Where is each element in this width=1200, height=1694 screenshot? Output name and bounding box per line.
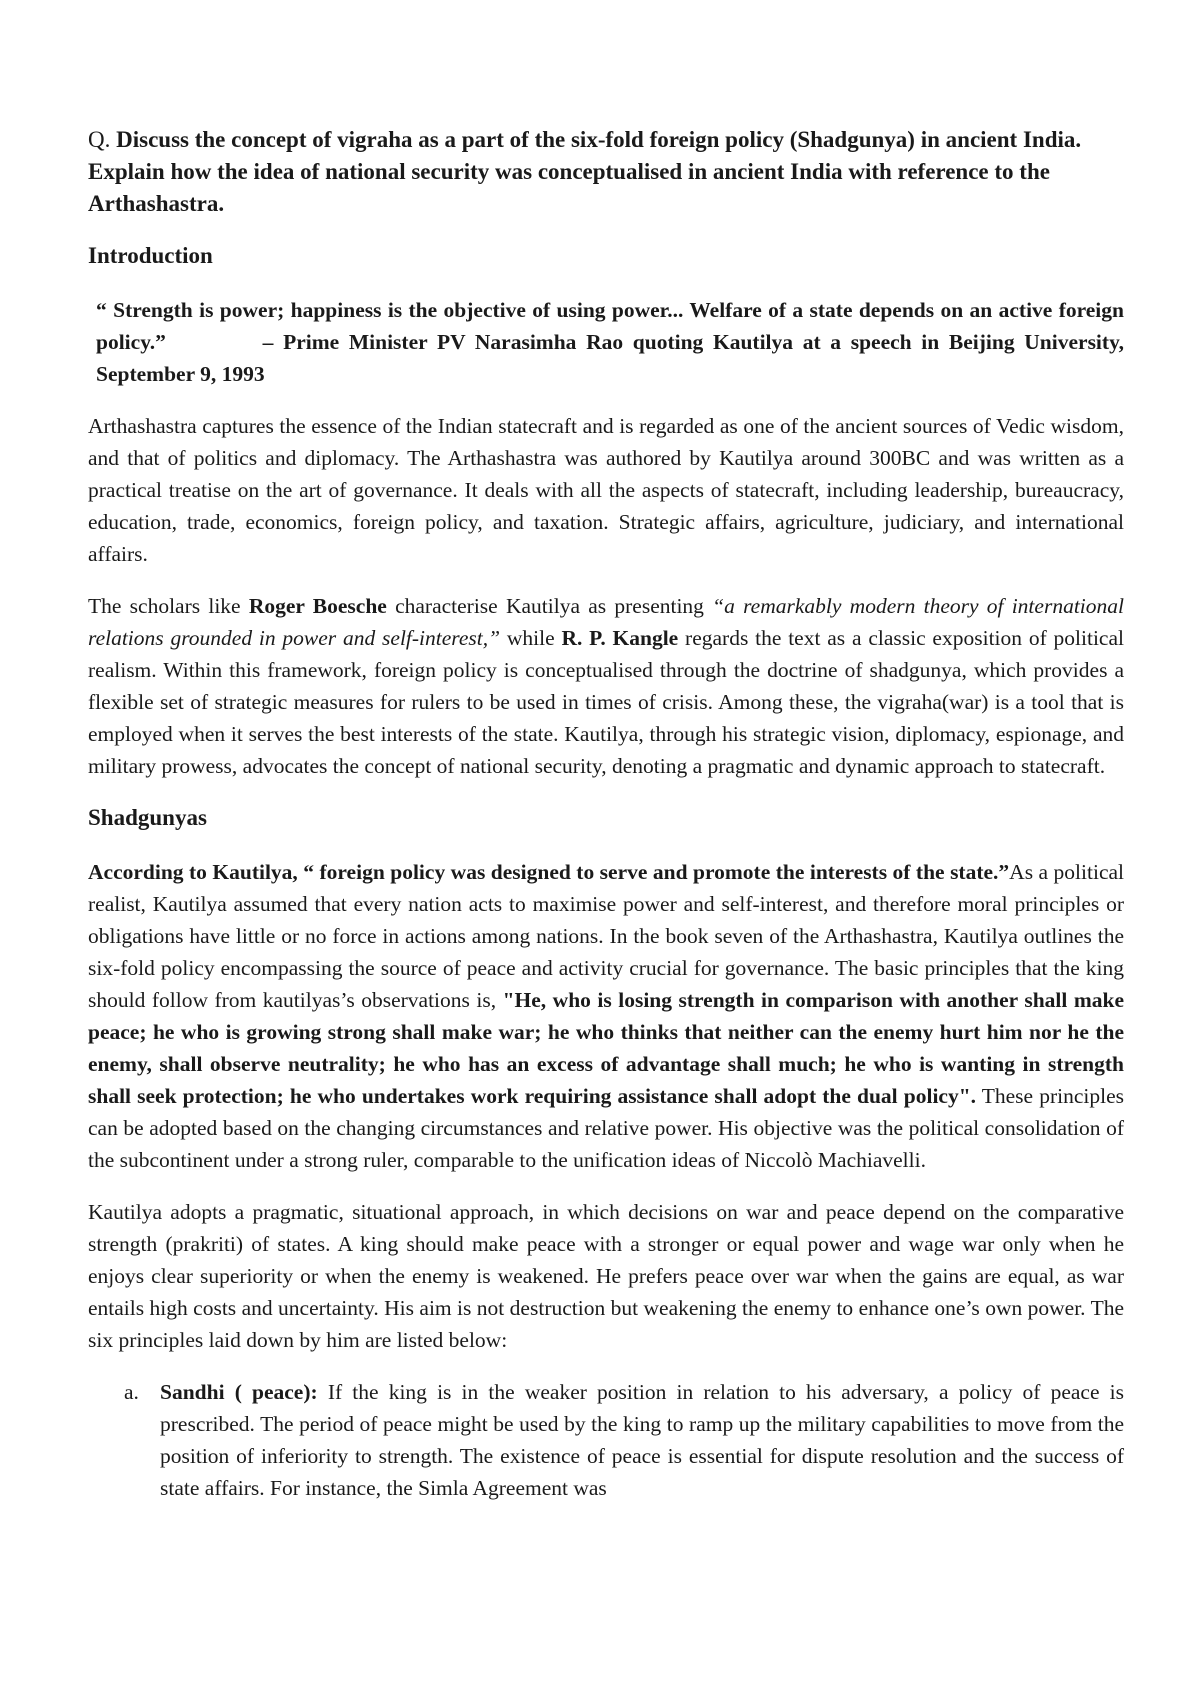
principles-quote: "He, who is losing strength in comparison with another shall make peace; he who is growing strong shall make war; he who thinks that neither can the enemy hurt him nor he the enemy, shall observe neutrality; he who has an excess of advantage shall much; he who is wanting in strength shall seek protection; he who undertakes work requiring assistance shall adopt the dual policy". bbox=[88, 988, 1124, 1108]
text-run: characterise Kautilya as presenting bbox=[386, 594, 713, 618]
list-item-text: If the king is in the weaker position in relation to his adversary, a policy of peace is prescribed. The period of peace might be used by the king to ramp up the military capabilities to move from the position of inferiority to strength. The existence of peace is essential for dispute resolution and the success of state affairs. For instance, the Simla Agreement was bbox=[160, 1380, 1124, 1500]
introduction-heading: Introduction bbox=[88, 243, 213, 268]
list-item bbox=[124, 1376, 1124, 1504]
intro-paragraph-1: Arthashastra captures the essence of the Indian statecraft and is regarded as one of the ancient sources of Vedic wisdom, and that of politics and diplomacy. The Arthashastra was authored by Kautilya around 300BC and was written as a practical treatise on the art of governance. It deals with all the aspects of statecraft, including leadership, bureaucracy, education, trade, economics, foreign policy, and taxation. Strategic affairs, agriculture, judiciary, and international affairs. bbox=[88, 414, 1124, 566]
list-item-term: Sandhi ( peace): bbox=[160, 1380, 318, 1404]
shadgunyas-paragraph-2: Kautilya adopts a pragmatic, situational approach, in which decisions on war and peace depend on the comparative strength (prakriti) of states. A king should make peace with a stronger or equal power and wage war only when he enjoys clear superiority or when the enemy is weakened. He prefers peace over war when the gains are equal, as war entails high costs and uncertainty. His aim is not destruction but weakening the enemy to enhance one’s own power. The six principles laid down by him are listed below: bbox=[88, 1200, 1124, 1352]
text-run: while bbox=[500, 626, 562, 650]
text-run: regards the text as a classic exposition of political realism. Within this framework, foreign policy is conceptualised through the doctrine of shadgunya, which provides a flexible set of strategic measures for rulers to be used in times of crisis. Among these, the vigraha(war) is a tool that is employed when it serves the best interests of the state. Kautilya, through his strategic vision, diplomacy, espionage, and military prowess, advocates the concept of national security, denoting a pragmatic and dynamic approach to statecraft. bbox=[88, 626, 1124, 778]
scholar-name: R. P. Kangle bbox=[561, 626, 679, 650]
question-prefix: Q. bbox=[88, 127, 117, 152]
scholar-quote: “a remarkably modern theory of international relations grounded in power and self-interest,” bbox=[88, 594, 1124, 650]
intro-paragraph-2 bbox=[88, 590, 1124, 782]
question-text: Discuss the concept of vigraha as a part of the six-fold foreign policy (Shadgunya) in ancient India. Explain how the idea of national security was conceptualised in ancient India with reference to the Arthashastra. bbox=[88, 127, 1082, 216]
text-run: These principles can be adopted based on the changing circumstances and relative power. His objective was the political consolidation of the subcontinent under a strong ruler, comparable to the unification ideas of Niccolò Machiavelli. bbox=[88, 1084, 1124, 1172]
list-marker: a. bbox=[124, 1380, 139, 1404]
text-run: As a political realist, Kautilya assumed that every nation acts to maximise power and self-interest, and therefore moral principles or obligations have little or no force in actions among nations. In the book seven of the Arthashastra, Kautilya outlines the six-fold policy encompassing the source of peace and activity crucial for governance. The basic principles that the king should follow from kautilyas’s observations is, bbox=[88, 860, 1125, 1012]
kautilya-quote: According to Kautilya, “ foreign policy was designed to serve and promote the interests of the state.” bbox=[88, 860, 1010, 884]
scholar-name: Roger Boesche bbox=[248, 594, 387, 618]
question bbox=[88, 124, 1124, 220]
quote-text: “ Strength is power; happiness is the objective of using power... Welfare of a state depends on an active foreign policy.” bbox=[96, 298, 1124, 354]
intro-quote bbox=[88, 294, 1124, 390]
text-run: The scholars like bbox=[88, 594, 249, 618]
quote-attribution: – Prime Minister PV Narasimha Rao quoting Kautilya at a speech in Beijing University, September 9, 1993 bbox=[96, 330, 1125, 386]
shadgunyas-heading: Shadgunyas bbox=[88, 805, 207, 830]
shadgunyas-paragraph-1 bbox=[88, 856, 1124, 1176]
principles-list bbox=[88, 1376, 1124, 1504]
